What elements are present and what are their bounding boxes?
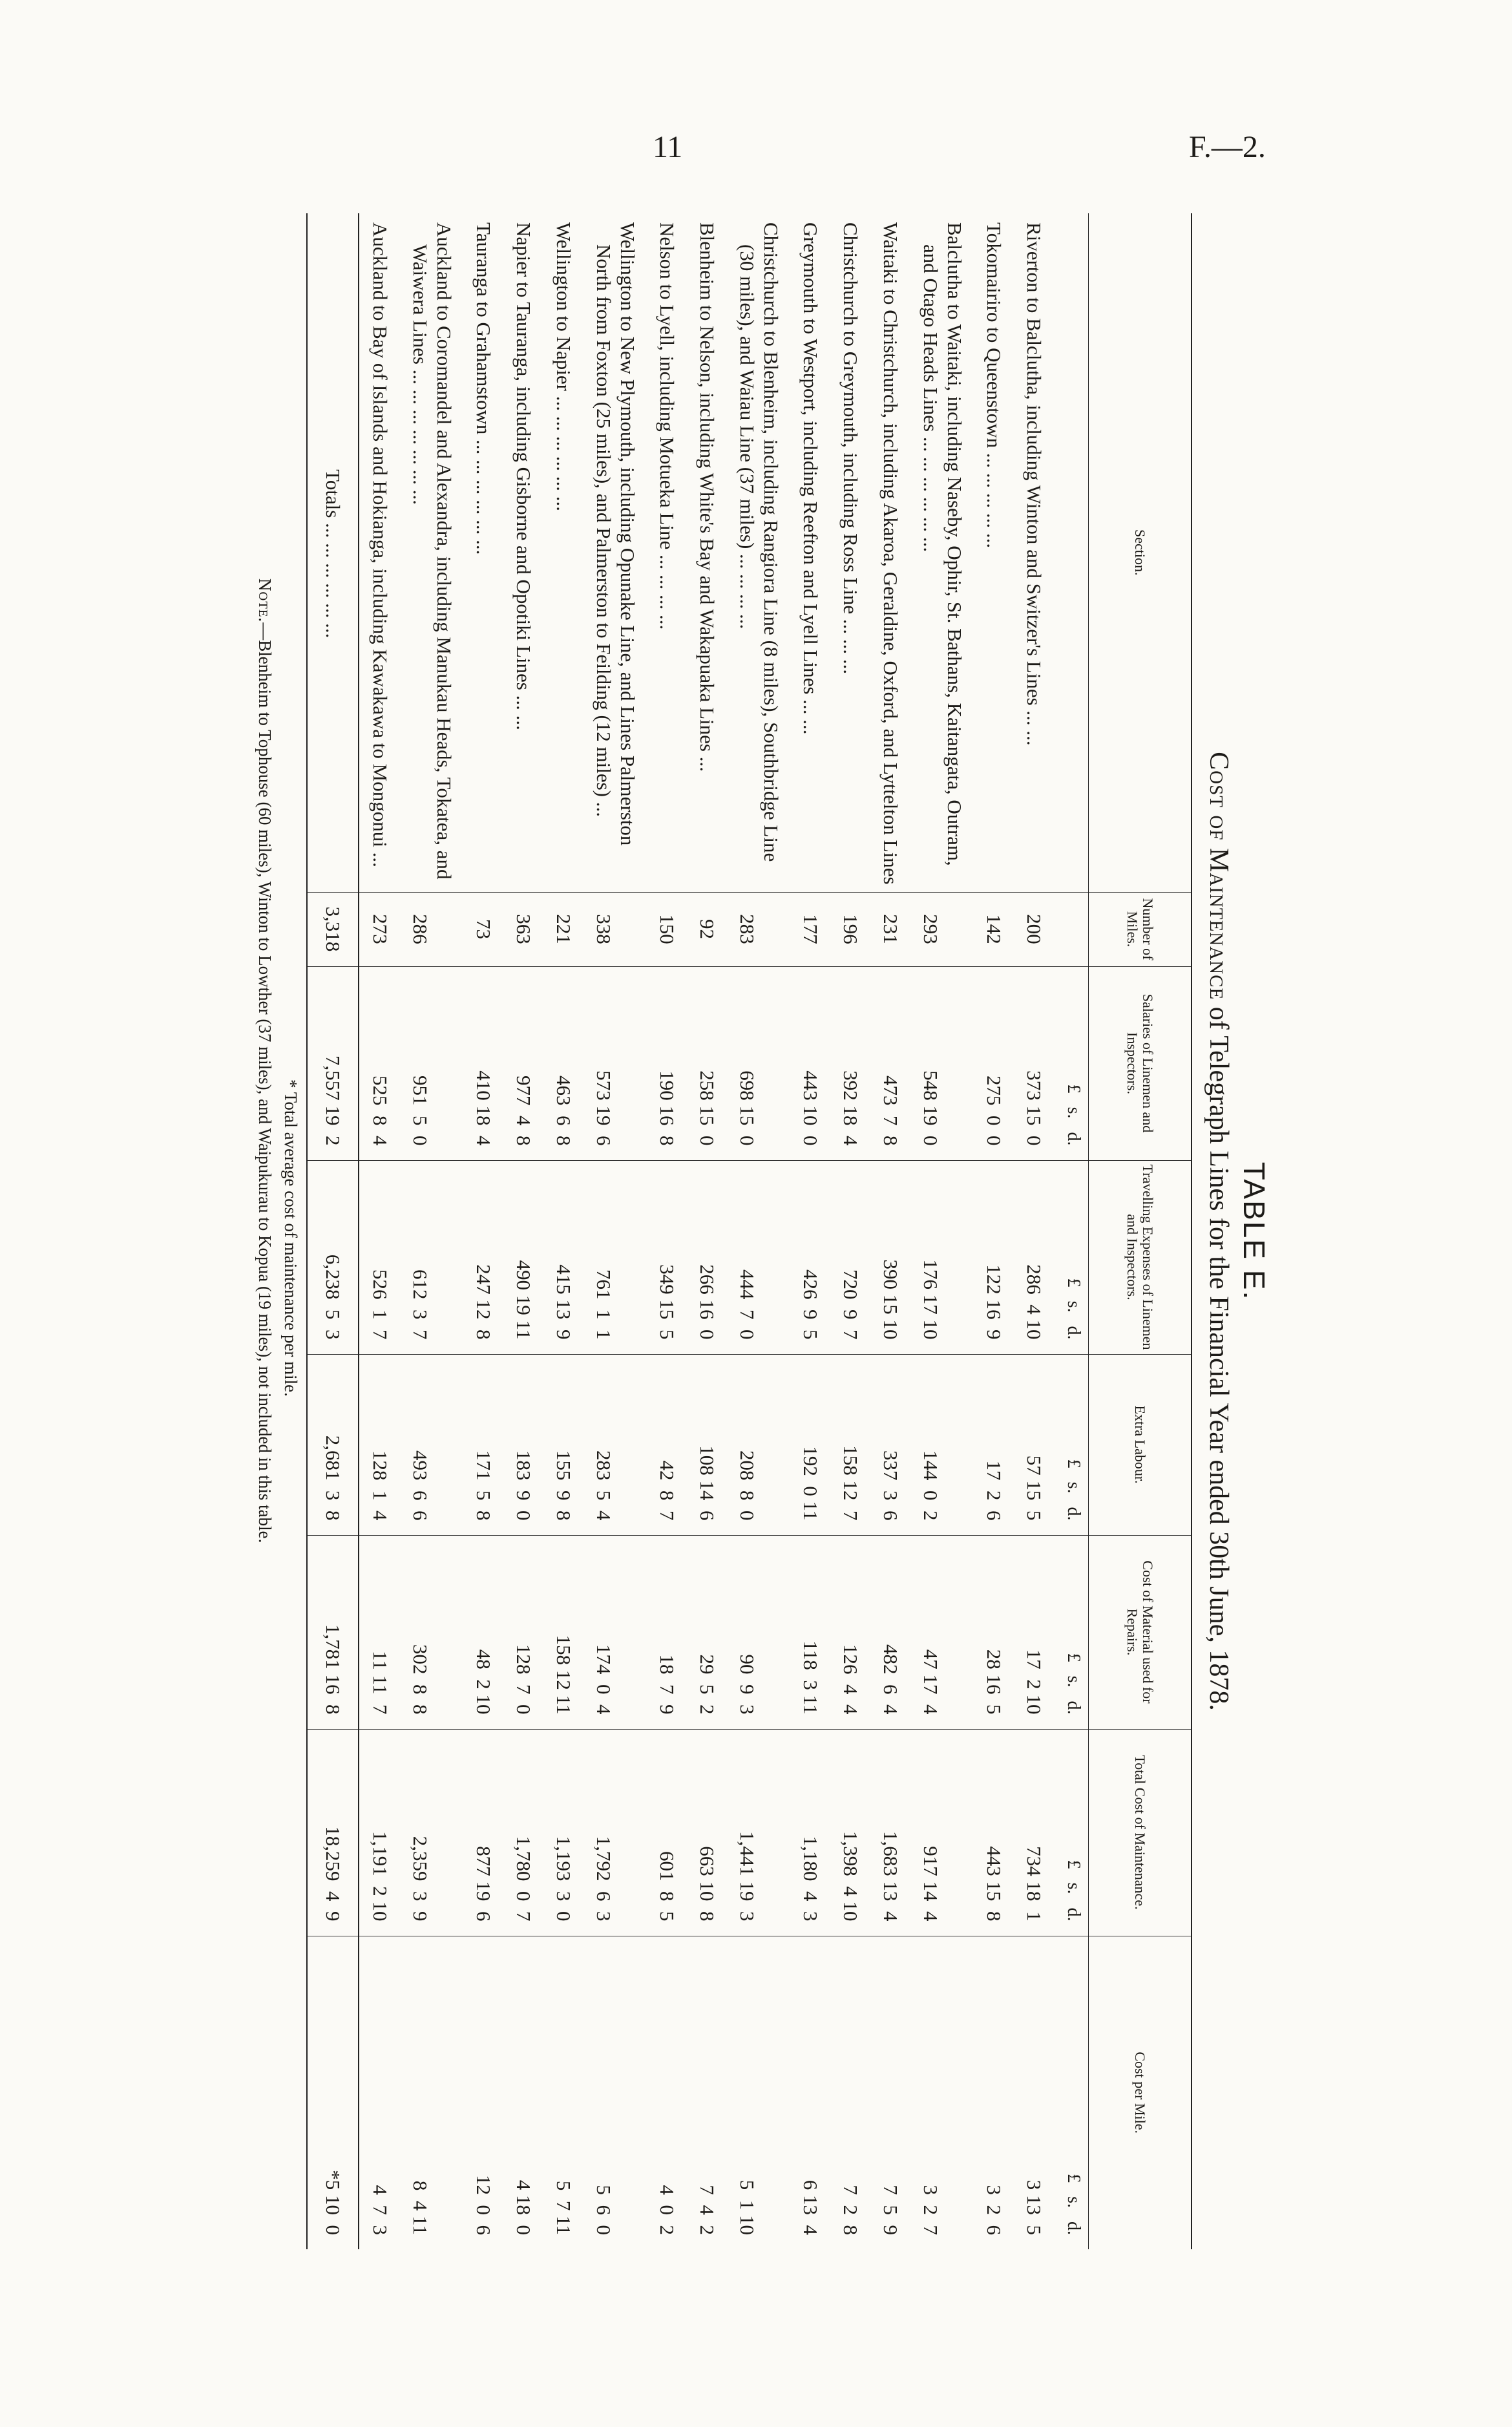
page-number: 11 bbox=[653, 130, 683, 164]
salaries-cell: 548 19 0 bbox=[919, 1070, 943, 1146]
miles-cell: 283 bbox=[735, 892, 799, 966]
salaries-cell: 258 15 0 bbox=[696, 1070, 719, 1146]
miles-cell: 293 bbox=[919, 892, 982, 966]
table-row bbox=[879, 213, 919, 2249]
extra-labour-cell: 337 3 6 bbox=[879, 1450, 903, 1521]
salaries-cell: 473 7 8 bbox=[879, 1076, 903, 1146]
section-name: Wellington to New Plymouth, including Opunake Line, and Lines Palmerston North from Foxton (25 miles), and Palmerston to Feilding (12 miles) ... bbox=[593, 222, 640, 846]
section-name: Napier to Tauranga, including Gisborne and Opotiki Lines ... ... bbox=[512, 222, 536, 730]
salaries-cell: 392 18 4 bbox=[839, 1070, 863, 1146]
travelling-cell: 612 3 7 bbox=[409, 1269, 432, 1340]
table-label: TABLE E. bbox=[1237, 1161, 1271, 1301]
extra-labour-cell: 144 0 2 bbox=[919, 1450, 943, 1521]
table-row bbox=[799, 213, 839, 2249]
section-name: Auckland to Bay of Islands and Hokianga, including Kawakawa to Mongonui ... bbox=[369, 222, 392, 867]
note-label: Note. bbox=[255, 578, 275, 623]
col-header-travelling: Travelling Expenses of Linemen and Inspectors. bbox=[1089, 1160, 1192, 1354]
travelling-cell: 247 12 8 bbox=[472, 1264, 496, 1340]
material-cell: 158 12 11 bbox=[552, 1635, 576, 1715]
table-row bbox=[592, 213, 655, 2249]
table-row bbox=[552, 213, 592, 2249]
salaries-cell: 275 0 0 bbox=[983, 1076, 1006, 1146]
unit-label: £ s. d. bbox=[1063, 1860, 1084, 1922]
extra-labour-cell: 155 9 8 bbox=[552, 1450, 576, 1521]
section-name: Auckland to Coromandel and Alexandra, including Manukau Heads, Tokatea, and Waiwera Lines ... ... ... ... ... ... ... bbox=[409, 222, 456, 880]
total-cost-cell: 1,780 0 7 bbox=[512, 1836, 536, 1922]
miles-cell: 73 bbox=[472, 892, 512, 966]
total-cost-cell: 1,193 3 0 bbox=[552, 1836, 576, 1922]
cost-per-mile-cell: 4 18 0 bbox=[512, 2179, 536, 2235]
cost-per-mile-cell: 5 6 0 bbox=[593, 2185, 616, 2235]
extra-labour-cell: 108 14 6 bbox=[696, 1445, 719, 1521]
travelling-cell: 761 1 1 bbox=[593, 1269, 616, 1340]
travelling-cell: 426 9 5 bbox=[799, 1269, 823, 1340]
totals-total-cost: 18,259 4 9 bbox=[321, 1826, 344, 1922]
col-header-miles: Number of Miles. bbox=[1089, 892, 1192, 966]
total-cost-cell: 734 18 1 bbox=[1023, 1846, 1046, 1922]
material-cell: 11 11 7 bbox=[369, 1651, 392, 1715]
section-name: Christchurch to Greymouth, including Ross Line ... ... ... bbox=[839, 222, 863, 675]
totals-row bbox=[307, 213, 359, 2249]
section-name: Blenheim to Nelson, including White's Bay and Wakapuaka Lines ... bbox=[696, 222, 719, 772]
miles-cell: 92 bbox=[695, 892, 735, 966]
travelling-cell: 526 1 7 bbox=[369, 1269, 392, 1340]
cost-per-mile-cell: 7 2 8 bbox=[839, 2185, 863, 2235]
section-name: Balclutha to Waitaki, including Naseby, Ophir, St. Bathans, Kaitangata, Outram, and Otago Heads Lines ... ... ... ... ... ... bbox=[919, 222, 967, 866]
section-name: Waitaki to Christchurch, including Akaroa, Geraldine, Oxford, and Lyttelton Lines bbox=[879, 222, 903, 885]
table-title-prefix: Cost of Maintenance bbox=[1204, 752, 1234, 1001]
salaries-cell: 373 15 0 bbox=[1023, 1070, 1046, 1146]
extra-labour-cell: 208 8 0 bbox=[736, 1450, 759, 1521]
miles-cell: 177 bbox=[799, 892, 839, 966]
miles-cell: 363 bbox=[512, 892, 552, 966]
col-header-total-cost: Total Cost of Maintenance. bbox=[1089, 1729, 1192, 1936]
travelling-cell: 286 4 10 bbox=[1023, 1264, 1046, 1340]
travelling-cell: 122 16 9 bbox=[983, 1264, 1006, 1340]
travelling-cell: 444 7 0 bbox=[736, 1269, 759, 1340]
rotated-table-block bbox=[181, 213, 1279, 2249]
material-cell: 482 6 4 bbox=[879, 1644, 903, 1715]
salaries-cell: 525 8 4 bbox=[369, 1076, 392, 1146]
col-header-cost-per-mile: Cost per Mile. bbox=[1089, 1936, 1192, 2249]
totals-extra-labour: 2,681 3 8 bbox=[321, 1435, 344, 1521]
cost-per-mile-cell: 3 2 7 bbox=[919, 2185, 943, 2235]
total-cost-cell: 1,683 13 4 bbox=[879, 1831, 903, 1922]
material-cell: 128 7 0 bbox=[512, 1644, 536, 1715]
cost-per-mile-cell: 4 7 3 bbox=[369, 2185, 392, 2235]
unit-label: £ s. d. bbox=[1063, 2174, 1084, 2235]
totals-travelling: 6,238 5 3 bbox=[321, 1254, 344, 1340]
section-name: Riverton to Balclutha, including Winton and Switzer's Lines ... ... bbox=[1023, 222, 1046, 746]
unit-label: £ s. d. bbox=[1063, 1653, 1084, 1715]
total-cost-cell: 1,191 2 10 bbox=[369, 1831, 392, 1922]
cost-per-mile-cell: 5 7 11 bbox=[552, 2180, 576, 2235]
extra-labour-cell: 42 8 7 bbox=[656, 1460, 679, 1521]
material-cell: 302 8 8 bbox=[409, 1644, 432, 1715]
material-cell: 28 16 5 bbox=[983, 1649, 1006, 1715]
extra-labour-cell: 128 1 4 bbox=[369, 1450, 392, 1521]
cost-per-mile-cell: 7 4 2 bbox=[696, 2185, 719, 2235]
extra-labour-cell: 17 2 6 bbox=[983, 1460, 1006, 1521]
total-cost-cell: 601 8 5 bbox=[656, 1851, 679, 1922]
totals-label: Totals ... ... ... ... ... ... bbox=[307, 213, 359, 892]
material-cell: 18 7 9 bbox=[656, 1654, 679, 1715]
travelling-cell: 390 15 10 bbox=[879, 1259, 903, 1340]
material-cell: 90 9 3 bbox=[736, 1654, 759, 1715]
unit-label: £ s. d. bbox=[1063, 1084, 1084, 1146]
note-text: —Blenheim to Tophouse (60 miles), Winton to Lowther (37 miles), and Waipukurau to Kopua (19 miles), not included in this table. bbox=[255, 622, 275, 1543]
total-cost-cell: 917 14 4 bbox=[919, 1846, 943, 1922]
salaries-cell: 410 18 4 bbox=[472, 1070, 496, 1146]
material-cell: 48 2 10 bbox=[472, 1649, 496, 1715]
maintenance-table bbox=[306, 213, 1192, 2249]
total-cost-cell: 1,792 6 3 bbox=[593, 1836, 616, 1922]
table-header-row bbox=[1089, 213, 1192, 2249]
footnote: * Total average cost of maintenance per mile. bbox=[281, 1079, 300, 1397]
extra-labour-cell: 283 5 4 bbox=[593, 1450, 616, 1521]
salaries-cell: 951 5 0 bbox=[409, 1076, 432, 1146]
section-name: Nelson to Lyell, including Motueka Line ... ... ... ... bbox=[656, 222, 679, 630]
unit-label: £ s. d. bbox=[1063, 1278, 1084, 1340]
cost-per-mile-cell: 12 0 6 bbox=[472, 2175, 496, 2235]
units-row bbox=[1062, 213, 1089, 2249]
table-row bbox=[655, 213, 695, 2249]
material-cell: 17 2 10 bbox=[1023, 1649, 1046, 1715]
travelling-cell: 490 19 11 bbox=[512, 1260, 536, 1340]
salaries-cell: 190 16 8 bbox=[656, 1070, 679, 1146]
col-header-material: Cost of Material used for Repairs. bbox=[1089, 1535, 1192, 1729]
material-cell: 126 4 4 bbox=[839, 1644, 863, 1715]
miles-cell: 273 bbox=[368, 892, 408, 966]
col-header-section: Section. bbox=[1089, 213, 1192, 892]
table-row bbox=[472, 213, 512, 2249]
miles-cell: 338 bbox=[592, 892, 655, 966]
cost-per-mile-cell: 3 2 6 bbox=[983, 2185, 1006, 2235]
travelling-cell: 176 17 10 bbox=[919, 1259, 943, 1340]
totals-salaries: 7,557 19 2 bbox=[321, 1055, 344, 1146]
material-cell: 118 3 11 bbox=[799, 1640, 823, 1715]
extra-labour-cell: 493 6 6 bbox=[409, 1450, 432, 1521]
table-row bbox=[735, 213, 799, 2249]
total-cost-cell: 663 10 8 bbox=[696, 1846, 719, 1922]
cost-per-mile-cell: 6 13 4 bbox=[799, 2179, 823, 2235]
unit-label: £ s. d. bbox=[1063, 1459, 1084, 1521]
cost-per-mile-cell: 8 4 11 bbox=[409, 2180, 432, 2235]
section-name: Tauranga to Grahamstown ... ... ... ... ... ... bbox=[472, 222, 496, 555]
cost-per-mile-cell: 3 13 5 bbox=[1023, 2179, 1046, 2235]
col-header-extra-labour: Extra Labour. bbox=[1089, 1354, 1192, 1535]
totals-miles: 3,318 bbox=[307, 892, 359, 966]
salaries-cell: 977 4 8 bbox=[512, 1076, 536, 1146]
section-name: Christchurch to Blenheim, including Rangiora Line (8 miles), Southbridge Line (30 miles), and Waiau Line (37 miles) ... ... ... ... bbox=[736, 222, 783, 862]
table-row bbox=[512, 213, 552, 2249]
salaries-cell: 573 19 6 bbox=[593, 1070, 616, 1146]
table-row bbox=[839, 213, 879, 2249]
section-name: Greymouth to Westport, including Reefton and Lyell Lines ... ... bbox=[799, 222, 823, 735]
totals-cost-per-mile: *5 10 0 bbox=[321, 2170, 344, 2235]
material-cell: 29 5 2 bbox=[696, 1654, 719, 1715]
material-cell: 174 0 4 bbox=[593, 1644, 616, 1715]
total-cost-cell: 2,359 3 9 bbox=[409, 1836, 432, 1922]
table-row bbox=[1022, 213, 1062, 2249]
total-cost-cell: 1,180 4 3 bbox=[799, 1836, 823, 1922]
miles-cell: 231 bbox=[879, 892, 919, 966]
table-title bbox=[1203, 213, 1234, 2249]
travelling-cell: 349 15 5 bbox=[656, 1264, 679, 1340]
table-title-rest: of Telegraph Lines for the Financial Year ended 30th June, 1878. bbox=[1204, 1000, 1234, 1711]
extra-labour-cell: 192 0 11 bbox=[799, 1446, 823, 1521]
section-name: Tokomairiro to Queenstown ... ... ... ... ... bbox=[983, 222, 1006, 549]
miles-cell: 142 bbox=[982, 892, 1022, 966]
extra-labour-cell: 183 9 0 bbox=[512, 1450, 536, 1521]
table-row bbox=[695, 213, 735, 2249]
extra-labour-cell: 158 12 7 bbox=[839, 1445, 863, 1521]
table-row bbox=[368, 213, 408, 2249]
material-cell: 47 17 4 bbox=[919, 1649, 943, 1715]
col-header-salaries: Salaries of Linemen and Inspectors. bbox=[1089, 966, 1192, 1160]
total-cost-cell: 1,441 19 3 bbox=[736, 1831, 759, 1922]
miles-cell: 286 bbox=[408, 892, 472, 966]
note bbox=[255, 578, 275, 1543]
extra-labour-cell: 171 5 8 bbox=[472, 1450, 496, 1521]
table-row bbox=[408, 213, 472, 2249]
travelling-cell: 720 9 7 bbox=[839, 1269, 863, 1340]
salaries-cell: 698 15 0 bbox=[736, 1070, 759, 1146]
salaries-cell: 463 6 8 bbox=[552, 1076, 576, 1146]
totals-material: 1,781 16 8 bbox=[321, 1624, 344, 1715]
cost-per-mile-cell: 4 0 2 bbox=[656, 2185, 679, 2235]
total-cost-cell: 443 15 8 bbox=[983, 1846, 1006, 1922]
salaries-cell: 443 10 0 bbox=[799, 1070, 823, 1146]
miles-cell: 196 bbox=[839, 892, 879, 966]
travelling-cell: 266 16 0 bbox=[696, 1264, 719, 1340]
cost-per-mile-cell: 5 1 10 bbox=[736, 2179, 759, 2235]
cost-per-mile-cell: 7 5 9 bbox=[879, 2185, 903, 2235]
total-cost-cell: 1,398 4 10 bbox=[839, 1831, 863, 1922]
section-name: Wellington to Napier ... ... ... ... ... ... bbox=[552, 222, 576, 511]
extra-labour-cell: 57 15 5 bbox=[1023, 1455, 1046, 1521]
miles-cell: 150 bbox=[655, 892, 695, 966]
miles-cell: 200 bbox=[1022, 892, 1062, 966]
table-row bbox=[982, 213, 1022, 2249]
travelling-cell: 415 13 9 bbox=[552, 1264, 576, 1340]
total-cost-cell: 877 19 6 bbox=[472, 1846, 496, 1922]
table-row bbox=[919, 213, 982, 2249]
miles-cell: 221 bbox=[552, 892, 592, 966]
page-reference: F.—2. bbox=[1189, 130, 1266, 164]
